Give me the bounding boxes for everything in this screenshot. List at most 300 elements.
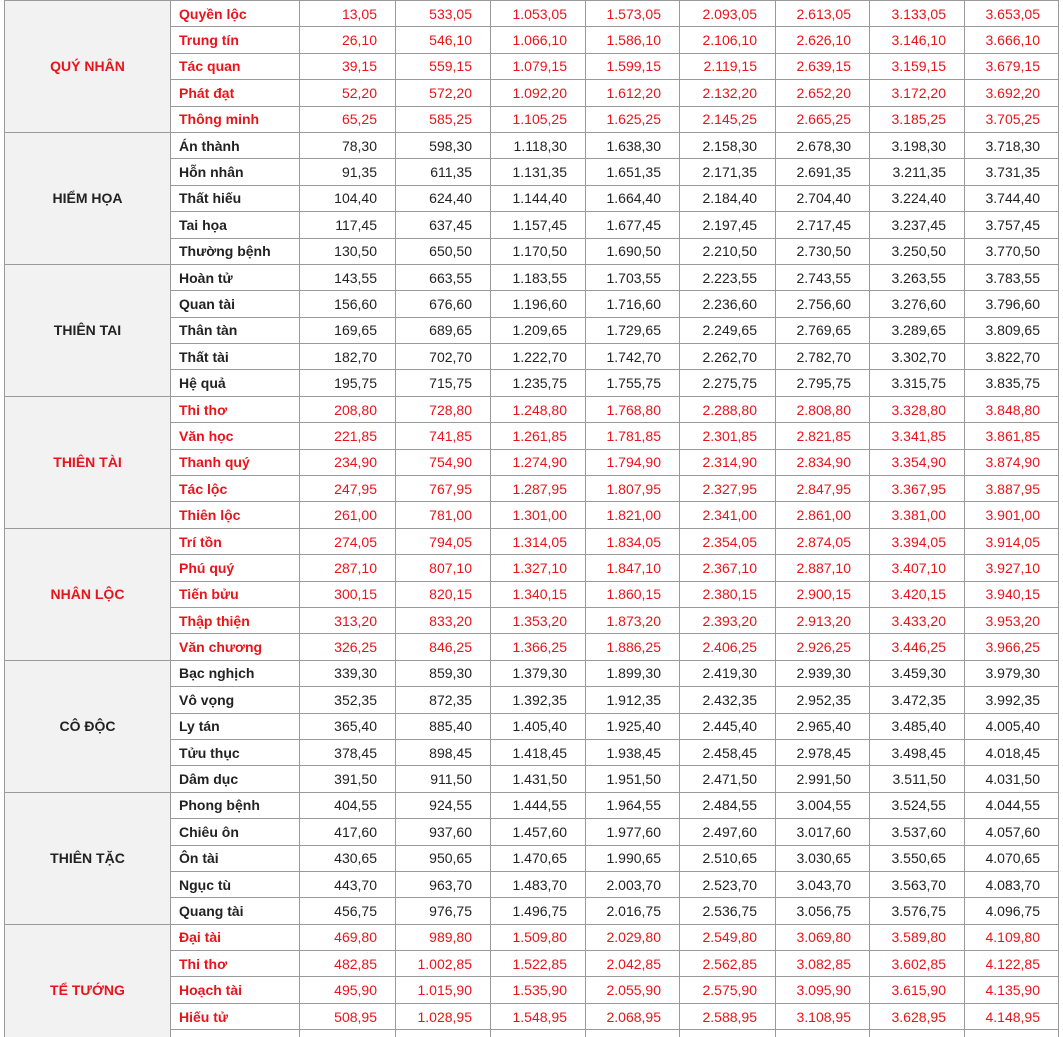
value-cell: 2.314,90 xyxy=(680,449,776,475)
row-name: Bạc nghịch xyxy=(171,660,300,686)
value-cell: 3.381,00 xyxy=(870,502,965,528)
value-cell: 2.678,30 xyxy=(776,132,870,158)
value-cell: 3.861,85 xyxy=(965,423,1059,449)
value-cell: 3.537,60 xyxy=(870,819,965,845)
value-cell: 2.575,90 xyxy=(680,977,776,1003)
value-cell: 1.509,80 xyxy=(491,924,586,950)
value-cell: 2.952,35 xyxy=(776,687,870,713)
value-cell: 2.861,00 xyxy=(776,502,870,528)
value-cell: 2.236,60 xyxy=(680,291,776,317)
value-cell: 1.314,05 xyxy=(491,528,586,554)
value-cell: 182,70 xyxy=(300,344,396,370)
row-name: Thường bệnh xyxy=(171,238,300,264)
value-cell: 872,35 xyxy=(396,687,491,713)
value-cell: 1.392,35 xyxy=(491,687,586,713)
value-cell: 1.327,10 xyxy=(491,555,586,581)
value-cell: 3.017,60 xyxy=(776,819,870,845)
value-cell: 2.471,50 xyxy=(680,766,776,792)
value-cell: 2.068,95 xyxy=(586,1003,680,1029)
value-cell: 3.043,70 xyxy=(776,871,870,897)
value-cell: 3.407,10 xyxy=(870,555,965,581)
value-cell: 624,40 xyxy=(396,185,491,211)
row-name: Trí tồn xyxy=(171,528,300,554)
group-label: HIỂM HỌA xyxy=(5,132,171,264)
value-cell: 663,55 xyxy=(396,264,491,290)
value-cell: 2.652,20 xyxy=(776,80,870,106)
value-cell: 2.978,45 xyxy=(776,739,870,765)
value-cell: 715,75 xyxy=(396,370,491,396)
group-label: TỂ TƯỚNG xyxy=(5,924,171,1037)
value-cell: 4.135,90 xyxy=(965,977,1059,1003)
value-cell: 3.874,90 xyxy=(965,449,1059,475)
row-name: Thân tàn xyxy=(171,317,300,343)
value-cell: 1.353,20 xyxy=(491,607,586,633)
value-cell: 3.095,90 xyxy=(776,977,870,1003)
row-name: Thi thơ xyxy=(171,951,300,977)
value-cell: 2.093,05 xyxy=(680,1,776,27)
value-cell: 3.367,95 xyxy=(870,476,965,502)
value-cell: 3.692,20 xyxy=(965,80,1059,106)
value-cell: 2.055,90 xyxy=(586,977,680,1003)
value-cell: 3.172,20 xyxy=(870,80,965,106)
value-cell: 3.159,15 xyxy=(870,53,965,79)
value-cell: 3.979,30 xyxy=(965,660,1059,686)
value-cell: 2.419,30 xyxy=(680,660,776,686)
value-cell: 1.235,75 xyxy=(491,370,586,396)
value-cell: 1.664,40 xyxy=(586,185,680,211)
value-cell: 3.966,25 xyxy=(965,634,1059,660)
value-cell: 2.484,55 xyxy=(680,792,776,818)
value-cell: 3.289,65 xyxy=(870,317,965,343)
value-cell: 2.288,80 xyxy=(680,396,776,422)
value-cell: 3.914,05 xyxy=(965,528,1059,554)
value-cell: 365,40 xyxy=(300,713,396,739)
value-cell: 3.705,25 xyxy=(965,106,1059,132)
value-cell: 234,90 xyxy=(300,449,396,475)
value-cell: 91,35 xyxy=(300,159,396,185)
value-cell: 1.847,10 xyxy=(586,555,680,581)
value-cell: 2.210,50 xyxy=(680,238,776,264)
table-row xyxy=(5,132,1059,158)
value-cell: 1.781,85 xyxy=(586,423,680,449)
row-name: Thanh quý xyxy=(171,449,300,475)
value-cell: 404,55 xyxy=(300,792,396,818)
value-cell: 2.510,65 xyxy=(680,845,776,871)
value-cell: 885,40 xyxy=(396,713,491,739)
value-cell: 702,70 xyxy=(396,344,491,370)
value-cell: 2.354,05 xyxy=(680,528,776,554)
row-name: Phát đạt xyxy=(171,80,300,106)
table-row xyxy=(5,264,1059,290)
value-cell: 533,05 xyxy=(396,1,491,27)
value-cell: 1.340,15 xyxy=(491,581,586,607)
row-name: Quyền lộc xyxy=(171,1,300,27)
table-row xyxy=(5,528,1059,554)
value-cell: 1.677,45 xyxy=(586,212,680,238)
value-cell xyxy=(586,1030,680,1037)
value-cell: 2.327,95 xyxy=(680,476,776,502)
value-cell: 1.183,55 xyxy=(491,264,586,290)
value-cell: 300,15 xyxy=(300,581,396,607)
value-cell: 3.433,20 xyxy=(870,607,965,633)
value-cell: 4.148,95 xyxy=(965,1003,1059,1029)
row-name: Hỗn nhân xyxy=(171,159,300,185)
value-cell: 3.030,65 xyxy=(776,845,870,871)
value-cell: 637,45 xyxy=(396,212,491,238)
row-name: Tác quan xyxy=(171,53,300,79)
row-name: Hoàn tử xyxy=(171,264,300,290)
value-cell: 169,65 xyxy=(300,317,396,343)
value-cell: 4.122,85 xyxy=(965,951,1059,977)
row-name: Vô vọng xyxy=(171,687,300,713)
value-cell: 3.757,45 xyxy=(965,212,1059,238)
value-cell xyxy=(965,1030,1059,1037)
value-cell: 2.132,20 xyxy=(680,80,776,106)
value-cell: 143,55 xyxy=(300,264,396,290)
value-cell: 2.913,20 xyxy=(776,607,870,633)
value-cell: 2.717,45 xyxy=(776,212,870,238)
value-cell: 3.198,30 xyxy=(870,132,965,158)
value-cell: 2.730,50 xyxy=(776,238,870,264)
value-cell: 546,10 xyxy=(396,27,491,53)
value-cell: 2.769,65 xyxy=(776,317,870,343)
value-cell: 1.379,30 xyxy=(491,660,586,686)
value-cell: 3.069,80 xyxy=(776,924,870,950)
value-cell: 195,75 xyxy=(300,370,396,396)
row-name: Thông minh xyxy=(171,106,300,132)
value-cell: 1.625,25 xyxy=(586,106,680,132)
value-cell: 1.548,95 xyxy=(491,1003,586,1029)
value-cell: 52,20 xyxy=(300,80,396,106)
value-cell: 430,65 xyxy=(300,845,396,871)
value-cell: 4.005,40 xyxy=(965,713,1059,739)
row-name: Quan tài xyxy=(171,291,300,317)
value-cell: 2.704,40 xyxy=(776,185,870,211)
value-cell: 820,15 xyxy=(396,581,491,607)
value-cell: 1.612,20 xyxy=(586,80,680,106)
value-cell: 1.470,65 xyxy=(491,845,586,871)
value-cell: 3.211,35 xyxy=(870,159,965,185)
value-cell: 1.703,55 xyxy=(586,264,680,290)
value-cell: 807,10 xyxy=(396,555,491,581)
value-cell: 2.665,25 xyxy=(776,106,870,132)
value-cell: 3.550,65 xyxy=(870,845,965,871)
value-cell: 3.302,70 xyxy=(870,344,965,370)
value-cell: 2.042,85 xyxy=(586,951,680,977)
table-row xyxy=(5,792,1059,818)
value-cell: 1.729,65 xyxy=(586,317,680,343)
group-label: THIÊN TAI xyxy=(5,264,171,396)
value-cell: 208,80 xyxy=(300,396,396,422)
value-cell: 3.822,70 xyxy=(965,344,1059,370)
table-body xyxy=(5,1,1059,1037)
value-cell: 1.131,35 xyxy=(491,159,586,185)
value-cell: 3.679,15 xyxy=(965,53,1059,79)
value-cell: 2.887,10 xyxy=(776,555,870,581)
value-cell: 2.341,00 xyxy=(680,502,776,528)
value-cell: 911,50 xyxy=(396,766,491,792)
value-cell: 156,60 xyxy=(300,291,396,317)
value-cell: 1.925,40 xyxy=(586,713,680,739)
value-cell: 689,65 xyxy=(396,317,491,343)
value-cell: 2.275,75 xyxy=(680,370,776,396)
value-cell: 1.742,70 xyxy=(586,344,680,370)
value-cell: 2.445,40 xyxy=(680,713,776,739)
value-cell: 3.731,35 xyxy=(965,159,1059,185)
value-cell: 1.755,75 xyxy=(586,370,680,396)
value-cell: 833,20 xyxy=(396,607,491,633)
row-name: Đại tài xyxy=(171,924,300,950)
value-cell: 1.586,10 xyxy=(586,27,680,53)
value-cell: 1.834,05 xyxy=(586,528,680,554)
value-cell xyxy=(870,1030,965,1037)
value-cell: 247,95 xyxy=(300,476,396,502)
value-cell: 3.056,75 xyxy=(776,898,870,924)
row-name: Ly tán xyxy=(171,713,300,739)
value-cell: 2.406,25 xyxy=(680,634,776,660)
value-cell: 2.367,10 xyxy=(680,555,776,581)
value-cell: 469,80 xyxy=(300,924,396,950)
row-name: Hoạch tài xyxy=(171,977,300,1003)
value-cell: 728,80 xyxy=(396,396,491,422)
row-name: Tiến bửu xyxy=(171,581,300,607)
row-name: Thập thiện xyxy=(171,607,300,633)
value-cell: 2.626,10 xyxy=(776,27,870,53)
row-name: Thi thơ xyxy=(171,396,300,422)
value-cell: 130,50 xyxy=(300,238,396,264)
value-cell: 3.940,15 xyxy=(965,581,1059,607)
value-cell: 3.992,35 xyxy=(965,687,1059,713)
value-cell: 3.770,50 xyxy=(965,238,1059,264)
value-cell: 3.783,55 xyxy=(965,264,1059,290)
row-name: Dâm dục xyxy=(171,766,300,792)
value-cell: 3.237,45 xyxy=(870,212,965,238)
table-row xyxy=(5,1,1059,27)
value-cell: 2.029,80 xyxy=(586,924,680,950)
value-cell: 4.109,80 xyxy=(965,924,1059,950)
value-cell: 3.394,05 xyxy=(870,528,965,554)
value-cell: 1.053,05 xyxy=(491,1,586,27)
group-label: CÔ ĐỘC xyxy=(5,660,171,792)
row-name: Quang tài xyxy=(171,898,300,924)
value-cell: 221,85 xyxy=(300,423,396,449)
measurement-table xyxy=(4,0,1059,1037)
value-cell: 1.964,55 xyxy=(586,792,680,818)
value-cell: 4.096,75 xyxy=(965,898,1059,924)
value-cell: 898,45 xyxy=(396,739,491,765)
value-cell: 3.146,10 xyxy=(870,27,965,53)
value-cell: 741,85 xyxy=(396,423,491,449)
value-cell xyxy=(396,1030,491,1037)
measurement-table-container xyxy=(4,0,1061,1037)
row-name: Hiếu tử xyxy=(171,1003,300,1029)
value-cell: 2.158,30 xyxy=(680,132,776,158)
value-cell: 3.108,95 xyxy=(776,1003,870,1029)
value-cell: 1.444,55 xyxy=(491,792,586,818)
value-cell: 1.794,90 xyxy=(586,449,680,475)
value-cell: 2.821,85 xyxy=(776,423,870,449)
value-cell: 1.807,95 xyxy=(586,476,680,502)
value-cell: 1.951,50 xyxy=(586,766,680,792)
value-cell: 1.535,90 xyxy=(491,977,586,1003)
value-cell: 2.262,70 xyxy=(680,344,776,370)
value-cell: 26,10 xyxy=(300,27,396,53)
value-cell: 2.184,40 xyxy=(680,185,776,211)
value-cell: 3.628,95 xyxy=(870,1003,965,1029)
value-cell: 976,75 xyxy=(396,898,491,924)
value-cell: 456,75 xyxy=(300,898,396,924)
value-cell: 1.651,35 xyxy=(586,159,680,185)
value-cell: 3.224,40 xyxy=(870,185,965,211)
value-cell: 3.420,15 xyxy=(870,581,965,607)
table-row xyxy=(5,660,1059,686)
value-cell: 2.223,55 xyxy=(680,264,776,290)
value-cell: 2.926,25 xyxy=(776,634,870,660)
value-cell: 508,95 xyxy=(300,1003,396,1029)
value-cell: 1.638,30 xyxy=(586,132,680,158)
value-cell: 443,70 xyxy=(300,871,396,897)
value-cell: 1.144,40 xyxy=(491,185,586,211)
value-cell: 781,00 xyxy=(396,502,491,528)
value-cell: 794,05 xyxy=(396,528,491,554)
value-cell: 2.562,85 xyxy=(680,951,776,977)
value-cell: 1.457,60 xyxy=(491,819,586,845)
value-cell: 2.497,60 xyxy=(680,819,776,845)
value-cell: 3.744,40 xyxy=(965,185,1059,211)
value-cell: 598,30 xyxy=(396,132,491,158)
value-cell: 3.354,90 xyxy=(870,449,965,475)
value-cell: 1.522,85 xyxy=(491,951,586,977)
value-cell: 572,20 xyxy=(396,80,491,106)
value-cell: 2.458,45 xyxy=(680,739,776,765)
value-cell: 3.653,05 xyxy=(965,1,1059,27)
row-name: Tửu thục xyxy=(171,739,300,765)
value-cell: 1.873,20 xyxy=(586,607,680,633)
value-cell: 1.209,65 xyxy=(491,317,586,343)
value-cell: 3.835,75 xyxy=(965,370,1059,396)
value-cell: 117,45 xyxy=(300,212,396,238)
value-cell: 2.301,85 xyxy=(680,423,776,449)
value-cell: 3.809,65 xyxy=(965,317,1059,343)
value-cell: 482,85 xyxy=(300,951,396,977)
value-cell: 1.105,25 xyxy=(491,106,586,132)
value-cell: 3.485,40 xyxy=(870,713,965,739)
value-cell: 3.315,75 xyxy=(870,370,965,396)
value-cell: 3.901,00 xyxy=(965,502,1059,528)
group-label: THIÊN TẶC xyxy=(5,792,171,924)
value-cell: 2.197,45 xyxy=(680,212,776,238)
value-cell: 1.301,00 xyxy=(491,502,586,528)
value-cell: 1.768,80 xyxy=(586,396,680,422)
value-cell xyxy=(680,1030,776,1037)
value-cell: 1.248,80 xyxy=(491,396,586,422)
value-cell: 3.004,55 xyxy=(776,792,870,818)
value-cell: 1.821,00 xyxy=(586,502,680,528)
value-cell: 3.524,55 xyxy=(870,792,965,818)
value-cell: 3.276,60 xyxy=(870,291,965,317)
row-name: Trung tín xyxy=(171,27,300,53)
value-cell: 1.716,60 xyxy=(586,291,680,317)
value-cell: 391,50 xyxy=(300,766,396,792)
value-cell: 104,40 xyxy=(300,185,396,211)
row-name: Văn chương xyxy=(171,634,300,660)
value-cell: 2.432,35 xyxy=(680,687,776,713)
value-cell: 859,30 xyxy=(396,660,491,686)
value-cell: 3.602,85 xyxy=(870,951,965,977)
value-cell: 2.588,95 xyxy=(680,1003,776,1029)
value-cell: 3.589,80 xyxy=(870,924,965,950)
value-cell xyxy=(491,1030,586,1037)
value-cell: 2.380,15 xyxy=(680,581,776,607)
value-cell: 3.472,35 xyxy=(870,687,965,713)
value-cell: 1.196,60 xyxy=(491,291,586,317)
group-label: THIÊN TÀI xyxy=(5,396,171,528)
value-cell: 4.018,45 xyxy=(965,739,1059,765)
value-cell: 2.613,05 xyxy=(776,1,870,27)
value-cell: 326,25 xyxy=(300,634,396,660)
value-cell: 2.900,15 xyxy=(776,581,870,607)
value-cell: 1.496,75 xyxy=(491,898,586,924)
value-cell: 846,25 xyxy=(396,634,491,660)
value-cell: 2.939,30 xyxy=(776,660,870,686)
value-cell: 2.834,90 xyxy=(776,449,870,475)
value-cell: 1.886,25 xyxy=(586,634,680,660)
value-cell: 3.563,70 xyxy=(870,871,965,897)
value-cell: 352,35 xyxy=(300,687,396,713)
value-cell: 2.691,35 xyxy=(776,159,870,185)
value-cell: 2.016,75 xyxy=(586,898,680,924)
value-cell xyxy=(300,1030,396,1037)
value-cell: 1.431,50 xyxy=(491,766,586,792)
value-cell: 274,05 xyxy=(300,528,396,554)
value-cell: 2.106,10 xyxy=(680,27,776,53)
value-cell: 3.666,10 xyxy=(965,27,1059,53)
value-cell: 2.782,70 xyxy=(776,344,870,370)
value-cell: 3.927,10 xyxy=(965,555,1059,581)
value-cell: 1.261,85 xyxy=(491,423,586,449)
value-cell: 2.119,15 xyxy=(680,53,776,79)
value-cell: 2.523,70 xyxy=(680,871,776,897)
row-name: Chiêu ôn xyxy=(171,819,300,845)
value-cell: 3.446,25 xyxy=(870,634,965,660)
value-cell: 937,60 xyxy=(396,819,491,845)
value-cell: 3.511,50 xyxy=(870,766,965,792)
value-cell: 261,00 xyxy=(300,502,396,528)
value-cell: 2.171,35 xyxy=(680,159,776,185)
value-cell: 4.044,55 xyxy=(965,792,1059,818)
value-cell: 1.222,70 xyxy=(491,344,586,370)
value-cell: 78,30 xyxy=(300,132,396,158)
table-row xyxy=(5,924,1059,950)
value-cell: 1.028,95 xyxy=(396,1003,491,1029)
table-row xyxy=(5,396,1059,422)
group-label: QUÝ NHÂN xyxy=(5,1,171,133)
value-cell: 1.274,90 xyxy=(491,449,586,475)
value-cell: 3.082,85 xyxy=(776,951,870,977)
value-cell: 1.118,30 xyxy=(491,132,586,158)
value-cell: 611,35 xyxy=(396,159,491,185)
row-name: Phong bệnh xyxy=(171,792,300,818)
value-cell: 495,90 xyxy=(300,977,396,1003)
value-cell: 1.418,45 xyxy=(491,739,586,765)
value-cell: 3.250,50 xyxy=(870,238,965,264)
value-cell: 1.157,45 xyxy=(491,212,586,238)
value-cell: 3.459,30 xyxy=(870,660,965,686)
row-name: Thiên lộc xyxy=(171,502,300,528)
value-cell: 2.808,80 xyxy=(776,396,870,422)
value-cell: 2.639,15 xyxy=(776,53,870,79)
row-name: Ôn tài xyxy=(171,845,300,871)
